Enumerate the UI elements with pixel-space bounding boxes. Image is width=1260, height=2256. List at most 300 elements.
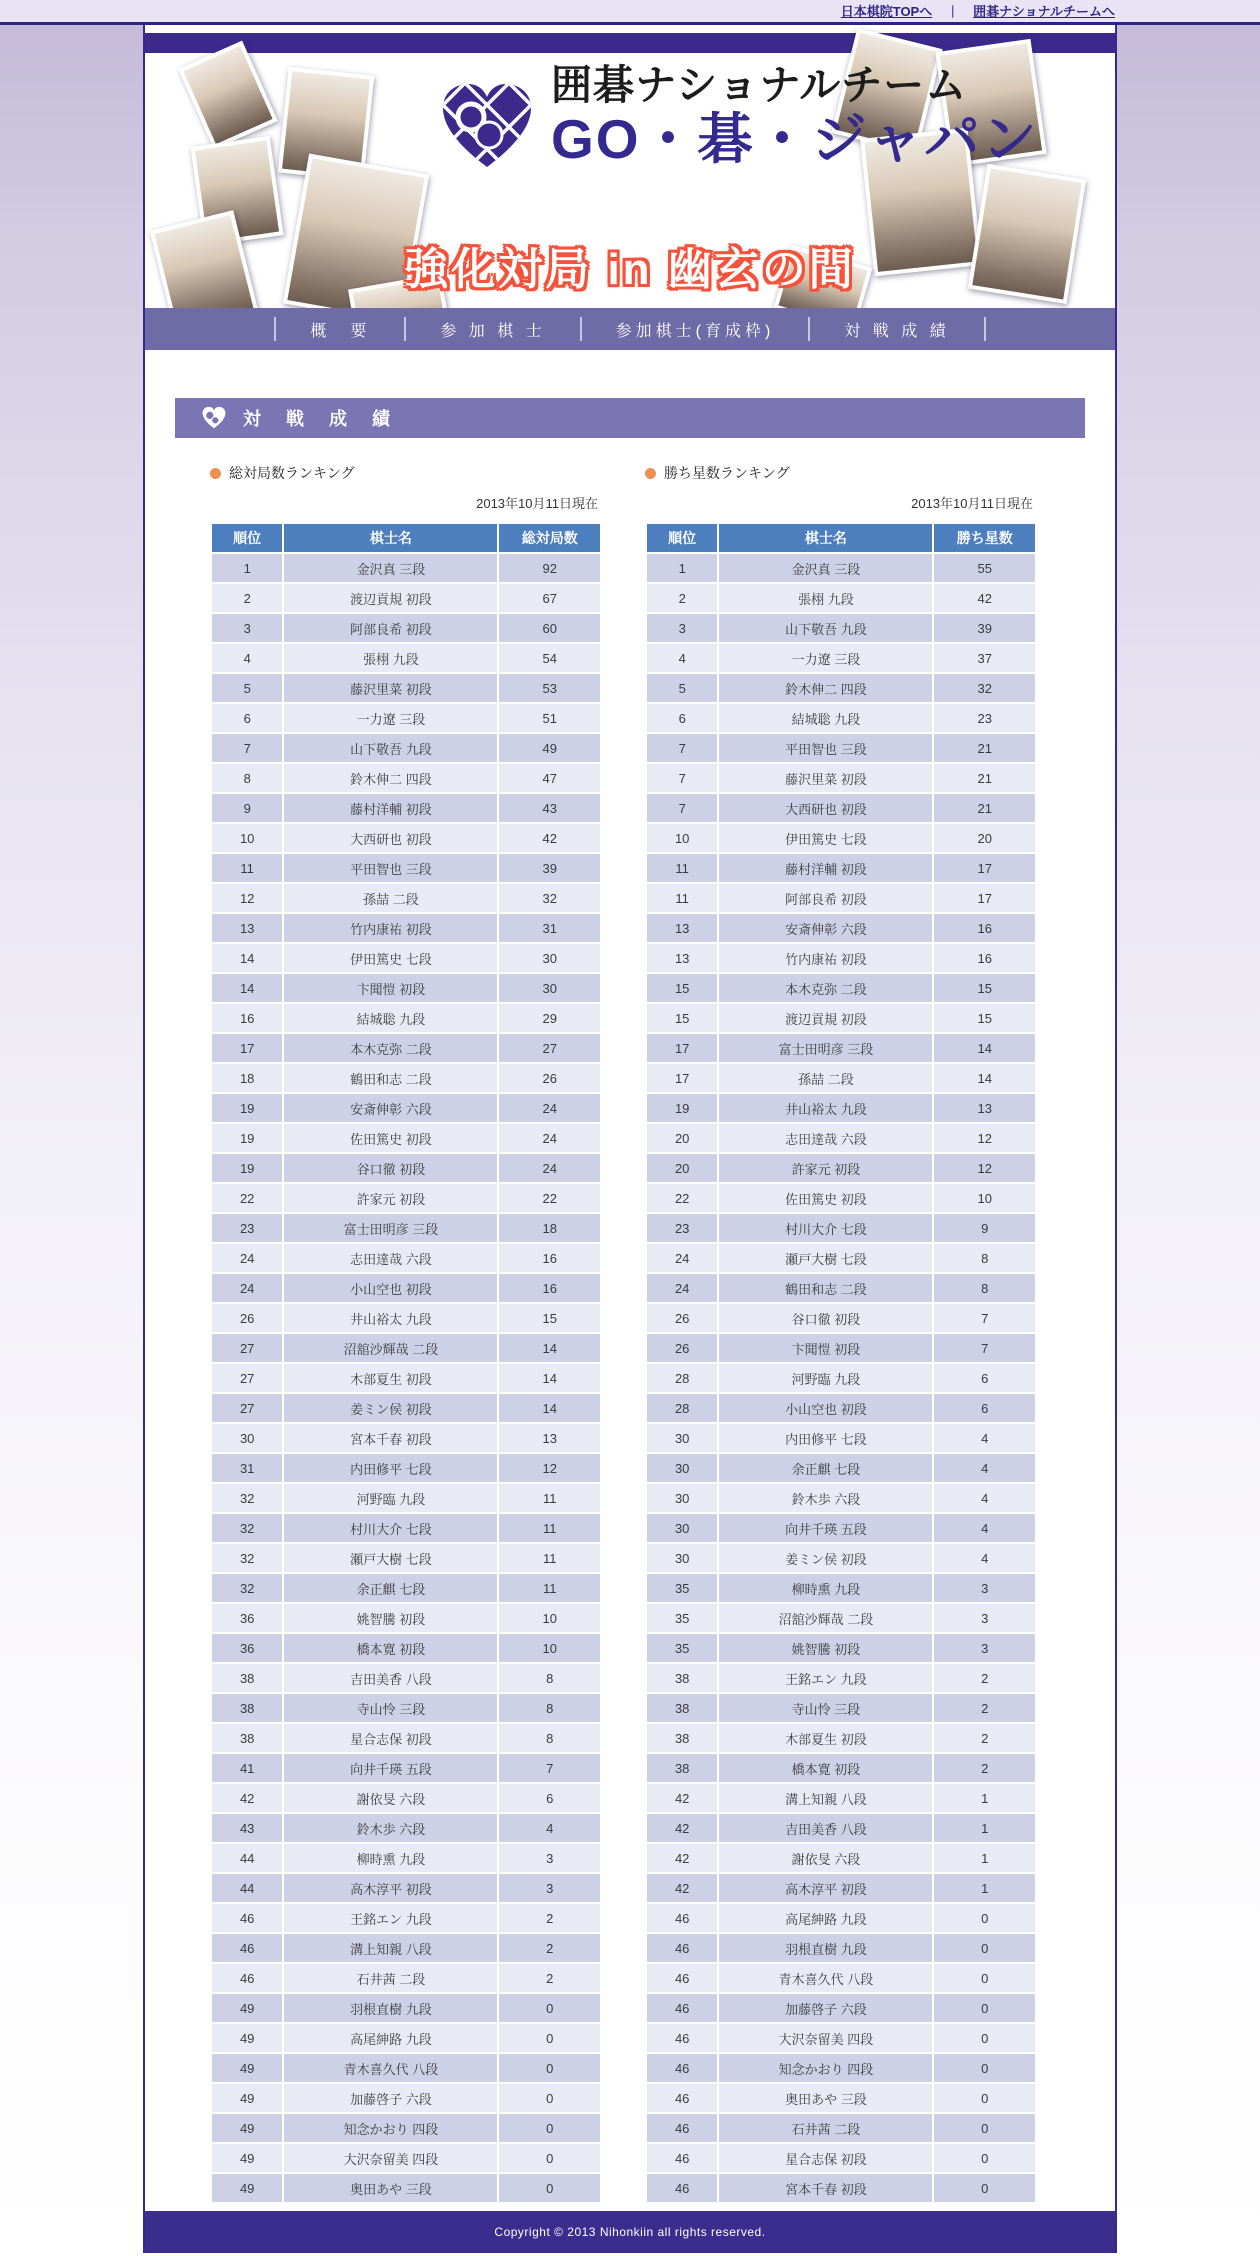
table-row bbox=[212, 1814, 600, 1842]
player-cell: 安斎伸彰 六段 bbox=[719, 914, 932, 942]
value-cell: 14 bbox=[934, 1064, 1035, 1092]
table-row bbox=[212, 704, 600, 732]
rank-cell: 46 bbox=[647, 2084, 717, 2112]
table-row bbox=[212, 1304, 600, 1332]
player-cell: 孫喆 二段 bbox=[719, 1064, 932, 1092]
value-cell: 1 bbox=[934, 1844, 1035, 1872]
rank-cell: 26 bbox=[212, 1304, 282, 1332]
nav-divider bbox=[984, 317, 986, 341]
table-row bbox=[647, 644, 1035, 672]
player-cell: 山下敬吾 九段 bbox=[284, 734, 497, 762]
rank-cell: 49 bbox=[212, 2084, 282, 2112]
player-cell: 伊田篤史 七段 bbox=[284, 944, 497, 972]
rank-cell: 4 bbox=[647, 644, 717, 672]
value-cell: 26 bbox=[499, 1064, 600, 1092]
player-cell: 大西研也 初段 bbox=[719, 794, 932, 822]
player-cell: 沼舘沙輝哉 二段 bbox=[719, 1604, 932, 1632]
rank-cell: 42 bbox=[647, 1844, 717, 1872]
rank-cell: 13 bbox=[212, 914, 282, 942]
table-row bbox=[647, 1514, 1035, 1542]
player-cell: 村川大介 七段 bbox=[284, 1514, 497, 1542]
value-cell: 16 bbox=[499, 1274, 600, 1302]
value-cell: 0 bbox=[934, 2024, 1035, 2052]
table-row bbox=[647, 584, 1035, 612]
value-cell: 3 bbox=[499, 1874, 600, 1902]
player-cell: 富士田明彦 三段 bbox=[284, 1214, 497, 1242]
value-cell: 7 bbox=[934, 1334, 1035, 1362]
rank-cell: 26 bbox=[647, 1334, 717, 1362]
rank-cell: 35 bbox=[647, 1574, 717, 1602]
player-cell: 柳時熏 九段 bbox=[719, 1574, 932, 1602]
copyright-text: Copyright © 2013 Nihonkiin all rights reserved. bbox=[494, 2225, 766, 2239]
player-cell: 加藤啓子 六段 bbox=[719, 1994, 932, 2022]
value-cell: 2 bbox=[934, 1724, 1035, 1752]
player-cell: 大沢奈留美 四段 bbox=[719, 2024, 932, 2052]
value-cell: 30 bbox=[499, 944, 600, 972]
rank-cell: 32 bbox=[212, 1574, 282, 1602]
table-row bbox=[647, 944, 1035, 972]
value-cell: 42 bbox=[934, 584, 1035, 612]
rank-cell: 38 bbox=[647, 1724, 717, 1752]
value-cell: 27 bbox=[499, 1034, 600, 1062]
table-row bbox=[647, 704, 1035, 732]
value-cell: 30 bbox=[499, 974, 600, 1002]
player-cell: 鈴木伸二 四段 bbox=[719, 674, 932, 702]
rank-cell: 7 bbox=[647, 734, 717, 762]
player-cell: 知念かおり 四段 bbox=[284, 2114, 497, 2142]
table-row bbox=[647, 794, 1035, 822]
table-row bbox=[212, 794, 600, 822]
player-cell: 羽根直樹 九段 bbox=[719, 1934, 932, 1962]
value-cell: 54 bbox=[499, 644, 600, 672]
rank-cell: 46 bbox=[647, 1934, 717, 1962]
rank-cell: 38 bbox=[212, 1694, 282, 1722]
player-cell: 平田智也 三段 bbox=[719, 734, 932, 762]
rank-cell: 32 bbox=[212, 1484, 282, 1512]
player-cell: 余正麒 七段 bbox=[719, 1454, 932, 1482]
player-cell: 河野臨 九段 bbox=[284, 1484, 497, 1512]
value-cell: 21 bbox=[934, 794, 1035, 822]
table-row bbox=[212, 1274, 600, 1302]
player-cell: 村川大介 七段 bbox=[719, 1214, 932, 1242]
table-row bbox=[212, 1754, 600, 1782]
table-row bbox=[647, 2144, 1035, 2172]
rank-cell: 46 bbox=[647, 2054, 717, 2082]
column-header-total-games: 総対局数 bbox=[499, 524, 600, 552]
table-row bbox=[647, 1064, 1035, 1092]
table-row bbox=[212, 1454, 600, 1482]
value-cell: 0 bbox=[934, 2054, 1035, 2082]
rank-cell: 31 bbox=[212, 1454, 282, 1482]
player-cell: 藤村洋輔 初段 bbox=[284, 794, 497, 822]
rank-cell: 46 bbox=[212, 1934, 282, 1962]
rank-cell: 24 bbox=[647, 1244, 717, 1272]
player-cell: 高尾紳路 九段 bbox=[284, 2024, 497, 2052]
player-cell: 藤沢里菜 初段 bbox=[284, 674, 497, 702]
table-row bbox=[212, 944, 600, 972]
value-cell: 11 bbox=[499, 1544, 600, 1572]
rank-cell: 11 bbox=[212, 854, 282, 882]
rank-cell: 8 bbox=[212, 764, 282, 792]
table-row bbox=[647, 1574, 1035, 1602]
ranking-heading: 総対局数ランキング bbox=[229, 465, 355, 481]
player-cell: 木部夏生 初段 bbox=[284, 1364, 497, 1392]
table-row bbox=[212, 1724, 600, 1752]
rank-cell: 38 bbox=[212, 1724, 282, 1752]
table-row bbox=[212, 1064, 600, 1092]
rank-cell: 30 bbox=[647, 1454, 717, 1482]
total-games-ranking-table bbox=[210, 522, 602, 2204]
rank-cell: 5 bbox=[212, 674, 282, 702]
value-cell: 13 bbox=[934, 1094, 1035, 1122]
rank-cell: 38 bbox=[647, 1754, 717, 1782]
value-cell: 12 bbox=[934, 1124, 1035, 1152]
player-cell: 向井千瑛 五段 bbox=[284, 1754, 497, 1782]
table-row bbox=[647, 1274, 1035, 1302]
value-cell: 13 bbox=[499, 1424, 600, 1452]
table-row bbox=[647, 1964, 1035, 1992]
player-cell: 結城聡 九段 bbox=[719, 704, 932, 732]
value-cell: 4 bbox=[499, 1814, 600, 1842]
rank-cell: 27 bbox=[212, 1394, 282, 1422]
table-row bbox=[212, 734, 600, 762]
value-cell: 14 bbox=[499, 1334, 600, 1362]
value-cell: 21 bbox=[934, 734, 1035, 762]
rank-cell: 1 bbox=[647, 554, 717, 582]
rank-cell: 3 bbox=[647, 614, 717, 642]
value-cell: 6 bbox=[934, 1394, 1035, 1422]
value-cell: 14 bbox=[499, 1394, 600, 1422]
value-cell: 11 bbox=[499, 1484, 600, 1512]
value-cell: 22 bbox=[499, 1184, 600, 1212]
value-cell: 11 bbox=[499, 1574, 600, 1602]
table-row bbox=[647, 1124, 1035, 1152]
player-cell: 鶴田和志 二段 bbox=[719, 1274, 932, 1302]
rank-cell: 38 bbox=[212, 1664, 282, 1692]
rank-cell: 19 bbox=[212, 1154, 282, 1182]
player-cell: 許家元 初段 bbox=[284, 1184, 497, 1212]
page-footer bbox=[145, 2211, 1115, 2253]
player-cell: 鈴木歩 六段 bbox=[719, 1484, 932, 1512]
value-cell: 60 bbox=[499, 614, 600, 642]
player-cell: 大西研也 初段 bbox=[284, 824, 497, 852]
value-cell: 21 bbox=[934, 764, 1035, 792]
table-row bbox=[647, 1724, 1035, 1752]
value-cell: 15 bbox=[934, 974, 1035, 1002]
rank-cell: 49 bbox=[212, 2174, 282, 2202]
table-row bbox=[212, 1694, 600, 1722]
table-row bbox=[212, 1934, 600, 1962]
table-row bbox=[212, 2054, 600, 2082]
table-header-row bbox=[647, 524, 1035, 552]
player-cell: 藤沢里菜 初段 bbox=[719, 764, 932, 792]
table-row bbox=[212, 1544, 600, 1572]
section-header-results bbox=[175, 398, 1085, 438]
table-row bbox=[212, 2024, 600, 2052]
value-cell: 32 bbox=[499, 884, 600, 912]
rank-cell: 46 bbox=[212, 1904, 282, 1932]
rank-cell: 46 bbox=[212, 1964, 282, 1992]
table-row bbox=[212, 1664, 600, 1692]
rank-cell: 46 bbox=[647, 2024, 717, 2052]
rank-cell: 19 bbox=[212, 1094, 282, 1122]
rank-cell: 5 bbox=[647, 674, 717, 702]
table-row bbox=[212, 554, 600, 582]
table-row bbox=[647, 1364, 1035, 1392]
value-cell: 0 bbox=[499, 2024, 600, 2052]
value-cell: 0 bbox=[499, 2054, 600, 2082]
rank-cell: 44 bbox=[212, 1874, 282, 1902]
rank-cell: 32 bbox=[212, 1544, 282, 1572]
player-cell: 井山裕太 九段 bbox=[284, 1304, 497, 1332]
value-cell: 17 bbox=[934, 884, 1035, 912]
rank-cell: 19 bbox=[647, 1094, 717, 1122]
table-row bbox=[647, 914, 1035, 942]
value-cell: 16 bbox=[934, 944, 1035, 972]
value-cell: 6 bbox=[499, 1784, 600, 1812]
player-cell: 吉田美香 八段 bbox=[719, 1814, 932, 1842]
player-cell: 石井茜 二段 bbox=[719, 2114, 932, 2142]
table-row bbox=[212, 1184, 600, 1212]
wins-ranking-block bbox=[645, 464, 1037, 2204]
player-cell: 佐田篤史 初段 bbox=[284, 1124, 497, 1152]
link-nihonkiin-top[interactable]: 日本棋院TOPへ bbox=[840, 4, 933, 19]
value-cell: 4 bbox=[934, 1454, 1035, 1482]
table-header-row bbox=[212, 524, 600, 552]
rank-cell: 18 bbox=[212, 1064, 282, 1092]
rank-cell: 17 bbox=[647, 1034, 717, 1062]
value-cell: 24 bbox=[499, 1154, 600, 1182]
player-cell: 志田達哉 六段 bbox=[284, 1244, 497, 1272]
rank-cell: 13 bbox=[647, 914, 717, 942]
rank-cell: 35 bbox=[647, 1604, 717, 1632]
table-row bbox=[647, 1094, 1035, 1122]
player-cell: 志田達哉 六段 bbox=[719, 1124, 932, 1152]
player-cell: 金沢真 三段 bbox=[719, 554, 932, 582]
player-cell: 姜ミン侯 初段 bbox=[719, 1544, 932, 1572]
table-row bbox=[647, 2174, 1035, 2202]
value-cell: 0 bbox=[499, 2174, 600, 2202]
value-cell: 39 bbox=[934, 614, 1035, 642]
player-cell: 橋本寛 初段 bbox=[284, 1634, 497, 1662]
value-cell: 1 bbox=[934, 1874, 1035, 1902]
table-row bbox=[212, 1514, 600, 1542]
player-cell: 奥田あや 三段 bbox=[284, 2174, 497, 2202]
value-cell: 20 bbox=[934, 824, 1035, 852]
rank-cell: 15 bbox=[647, 974, 717, 1002]
top-links-separator: ｜ bbox=[946, 5, 959, 19]
rank-cell: 11 bbox=[647, 884, 717, 912]
table-row bbox=[647, 614, 1035, 642]
player-cell: 知念かおり 四段 bbox=[719, 2054, 932, 2082]
player-photo bbox=[178, 41, 278, 150]
rank-cell: 7 bbox=[212, 734, 282, 762]
value-cell: 0 bbox=[934, 1964, 1035, 1992]
rank-cell: 10 bbox=[212, 824, 282, 852]
table-row bbox=[647, 1034, 1035, 1062]
rank-cell: 30 bbox=[647, 1424, 717, 1452]
rank-cell: 17 bbox=[647, 1064, 717, 1092]
rank-cell: 1 bbox=[212, 554, 282, 582]
player-cell: 渡辺貢規 初段 bbox=[284, 584, 497, 612]
rank-cell: 23 bbox=[212, 1214, 282, 1242]
table-row bbox=[647, 1634, 1035, 1662]
value-cell: 37 bbox=[934, 644, 1035, 672]
value-cell: 43 bbox=[499, 794, 600, 822]
player-cell: 鶴田和志 二段 bbox=[284, 1064, 497, 1092]
table-row bbox=[647, 1244, 1035, 1272]
rank-cell: 49 bbox=[212, 2024, 282, 2052]
total-games-ranking-block bbox=[210, 464, 602, 2204]
nav-item-players[interactable]: 参 加 棋 士 bbox=[440, 322, 546, 340]
player-cell: 渡辺貢規 初段 bbox=[719, 1004, 932, 1032]
player-cell: 本木克弥 二段 bbox=[719, 974, 932, 1002]
player-cell: 高木淳平 初段 bbox=[719, 1874, 932, 1902]
value-cell: 7 bbox=[499, 1754, 600, 1782]
rank-cell: 9 bbox=[212, 794, 282, 822]
rank-cell: 12 bbox=[212, 884, 282, 912]
value-cell: 10 bbox=[499, 1634, 600, 1662]
player-cell: 鈴木歩 六段 bbox=[284, 1814, 497, 1842]
top-link-bar bbox=[0, 0, 1260, 22]
rank-cell: 24 bbox=[212, 1244, 282, 1272]
value-cell: 1 bbox=[934, 1814, 1035, 1842]
player-cell: 向井千瑛 五段 bbox=[719, 1514, 932, 1542]
player-cell: 謝依旻 六段 bbox=[719, 1844, 932, 1872]
value-cell: 2 bbox=[499, 1904, 600, 1932]
player-cell: 余正麒 七段 bbox=[284, 1574, 497, 1602]
player-cell: 張栩 九段 bbox=[719, 584, 932, 612]
table-row bbox=[647, 1844, 1035, 1872]
table-row bbox=[647, 824, 1035, 852]
value-cell: 18 bbox=[499, 1214, 600, 1242]
nav-item-results[interactable]: 対 戦 成 績 bbox=[844, 322, 950, 340]
rank-cell: 13 bbox=[647, 944, 717, 972]
table-row bbox=[647, 1424, 1035, 1452]
value-cell: 8 bbox=[934, 1244, 1035, 1272]
rank-cell: 20 bbox=[647, 1124, 717, 1152]
nav-item-players-training[interactable]: 参加棋士(育成枠) bbox=[615, 322, 775, 340]
rank-cell: 6 bbox=[647, 704, 717, 732]
value-cell: 2 bbox=[499, 1934, 600, 1962]
value-cell: 0 bbox=[499, 2114, 600, 2142]
table-row bbox=[647, 2054, 1035, 2082]
player-cell: 寺山怜 三段 bbox=[284, 1694, 497, 1722]
rank-cell: 28 bbox=[647, 1394, 717, 1422]
value-cell: 49 bbox=[499, 734, 600, 762]
value-cell: 9 bbox=[934, 1214, 1035, 1242]
table-row bbox=[212, 1784, 600, 1812]
player-cell: 鈴木伸二 四段 bbox=[284, 764, 497, 792]
player-cell: 佐田篤史 初段 bbox=[719, 1184, 932, 1212]
table-row bbox=[212, 1034, 600, 1062]
table-row bbox=[212, 2144, 600, 2172]
value-cell: 8 bbox=[499, 1664, 600, 1692]
player-cell: 谷口徹 初段 bbox=[284, 1154, 497, 1182]
value-cell: 4 bbox=[934, 1484, 1035, 1512]
value-cell: 2 bbox=[934, 1664, 1035, 1692]
table-row bbox=[212, 1574, 600, 1602]
value-cell: 0 bbox=[934, 1904, 1035, 1932]
player-cell: 姜ミン侯 初段 bbox=[284, 1394, 497, 1422]
value-cell: 4 bbox=[934, 1424, 1035, 1452]
value-cell: 14 bbox=[934, 1034, 1035, 1062]
rank-cell: 32 bbox=[212, 1514, 282, 1542]
rankings-area bbox=[145, 438, 1115, 2204]
link-go-national-team[interactable]: 囲碁ナショナルチームへ bbox=[973, 4, 1115, 19]
player-cell: 河野臨 九段 bbox=[719, 1364, 932, 1392]
value-cell: 0 bbox=[934, 1994, 1035, 2022]
table-row bbox=[647, 1814, 1035, 1842]
rank-cell: 2 bbox=[647, 584, 717, 612]
value-cell: 67 bbox=[499, 584, 600, 612]
value-cell: 29 bbox=[499, 1004, 600, 1032]
player-cell: 孫喆 二段 bbox=[284, 884, 497, 912]
table-row bbox=[647, 2084, 1035, 2112]
table-row bbox=[212, 1004, 600, 1032]
rank-cell: 42 bbox=[212, 1784, 282, 1812]
value-cell: 55 bbox=[934, 554, 1035, 582]
value-cell: 15 bbox=[499, 1304, 600, 1332]
as-of-date: 2013年10月11日現在 bbox=[911, 496, 1033, 511]
rank-cell: 14 bbox=[212, 944, 282, 972]
value-cell: 3 bbox=[934, 1604, 1035, 1632]
table-row bbox=[212, 854, 600, 882]
table-row bbox=[212, 974, 600, 1002]
value-cell: 6 bbox=[934, 1364, 1035, 1392]
value-cell: 16 bbox=[934, 914, 1035, 942]
player-cell: 卞聞愷 初段 bbox=[284, 974, 497, 1002]
value-cell: 10 bbox=[499, 1604, 600, 1632]
player-cell: 石井茜 二段 bbox=[284, 1964, 497, 1992]
rank-cell: 19 bbox=[212, 1124, 282, 1152]
rank-cell: 49 bbox=[212, 2144, 282, 2172]
table-row bbox=[212, 1364, 600, 1392]
nav-item-overview[interactable]: 概 要 bbox=[310, 322, 371, 340]
player-cell: 竹内康祐 初段 bbox=[284, 914, 497, 942]
value-cell: 92 bbox=[499, 554, 600, 582]
value-cell: 24 bbox=[499, 1124, 600, 1152]
table-row bbox=[647, 884, 1035, 912]
table-row bbox=[212, 1244, 600, 1272]
value-cell: 16 bbox=[499, 1244, 600, 1272]
player-cell: 姚智騰 初段 bbox=[719, 1634, 932, 1662]
player-cell: 阿部良希 初段 bbox=[719, 884, 932, 912]
rank-cell: 46 bbox=[647, 1994, 717, 2022]
orange-bullet-icon bbox=[210, 468, 221, 479]
table-row bbox=[647, 854, 1035, 882]
rank-cell: 35 bbox=[647, 1634, 717, 1662]
value-cell: 15 bbox=[934, 1004, 1035, 1032]
rank-cell: 46 bbox=[647, 2114, 717, 2142]
rank-cell: 27 bbox=[212, 1364, 282, 1392]
table-row bbox=[212, 764, 600, 792]
table-row bbox=[647, 1454, 1035, 1482]
table-row bbox=[212, 1634, 600, 1662]
event-banner-title: 強化対局 in 幽玄の間 bbox=[404, 245, 856, 294]
value-cell: 17 bbox=[934, 854, 1035, 882]
table-row bbox=[212, 1214, 600, 1242]
table-row bbox=[647, 674, 1035, 702]
player-cell: 加藤啓子 六段 bbox=[284, 2084, 497, 2112]
player-cell: 謝依旻 六段 bbox=[284, 1784, 497, 1812]
rank-cell: 24 bbox=[647, 1274, 717, 1302]
player-cell: 王銘エン 九段 bbox=[284, 1904, 497, 1932]
table-row bbox=[212, 1604, 600, 1632]
player-cell: 一力遼 三段 bbox=[719, 644, 932, 672]
table-row bbox=[212, 2174, 600, 2202]
player-cell: 寺山怜 三段 bbox=[719, 1694, 932, 1722]
